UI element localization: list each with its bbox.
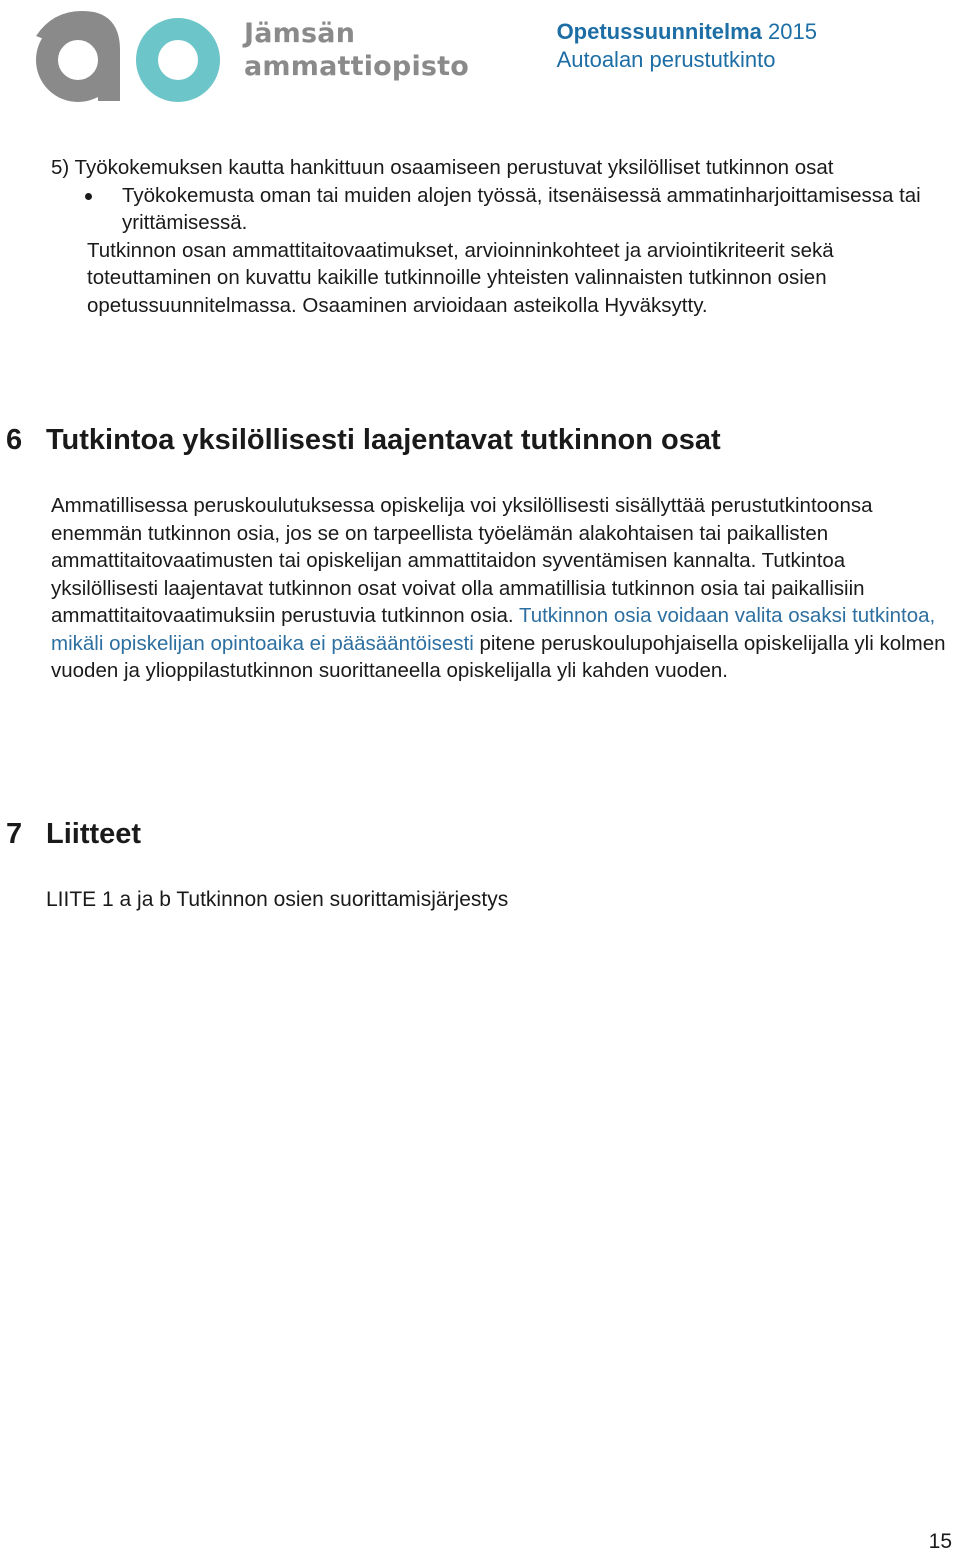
section-6-number: 6 [6, 424, 23, 456]
section-6-text-part2: pitene peruskoulupohjaisella opiskelijalla yli kolmen vuoden ja ylioppilastutkinnon suorittaneella opiskelijalla yli kahden vuoden. [51, 631, 946, 682]
school-logo [26, 2, 470, 106]
section-6-paragraph [51, 492, 951, 685]
list-item [51, 182, 946, 237]
appendix-item: LIITE 1 a ja b Tutkinnon osien suorittamisjärjestys [46, 888, 509, 911]
section-6-title: Tutkintoa yksilöllisesti laajentavat tutkinnon osat [46, 424, 721, 456]
header-year: 2015 [768, 19, 817, 44]
section-6-heading [6, 426, 721, 455]
section-5-description: Tutkinnon osan ammattitaitovaatimukset, arvioinninkohteet ja arviointikriteerit sekä toteuttaminen on kuvattu kaikille tutkinnoille yhteisten valinnaisten tutkinnon osien opetussuunnitelmassa. Osaaminen arvioidaan asteikolla Hyväksytty. [87, 238, 834, 317]
section-7-title: Liitteet [46, 818, 142, 850]
bullet-icon [85, 193, 92, 200]
header-title: Opetussuunnitelma [556, 19, 762, 44]
logo-wordmark [244, 20, 469, 80]
page-number: 15 [928, 1530, 952, 1553]
section-7-number: 7 [6, 818, 23, 850]
section-5-intro: 5) Työkokemuksen kautta hankittuun osaamiseen perustuvat yksilölliset tutkinnon osat [51, 156, 834, 179]
logo-name-line2: ammattiopisto [244, 51, 470, 82]
section-5-block [51, 154, 946, 319]
header-subtitle: Autoalan perustutkinto [556, 46, 776, 72]
list-item-text: Työkokemusta oman tai muiden alojen työssä, itsenäisessä ammatinharjoittamisessa tai yrittämisessä. [122, 183, 921, 234]
document-header [557, 18, 817, 73]
ao-logo-mark [26, 2, 238, 106]
section-6-text-part1: Ammatillisessa peruskoulutuksessa opiskelija voi yksilöllisesti sisällyttää perustutkintoonsa enemmän tutkinnon osia, jos se on tarpeellista työelämän alakohtaisen tai paikallisten ammattitaitovaatimusten tai opiskelijan ammattitaidon syventämisen kannalta. Tutkintoa yksilöllisesti laajentavat tutkinnon osat voivat olla ammatillisia tutkinnon osia tai paikallisiin ammattitaitovaatimuksiin perustuvia tutkinnon osia. [51, 494, 873, 627]
section-7-heading [6, 820, 141, 849]
section-6-highlighted-text: Tutkinnon osia voidaan valita osaksi tutkintoa, mikäli opiskelijan opintoaika ei pääsääntöisesti [51, 604, 936, 655]
header-title-line [557, 18, 817, 46]
section-5-bullet-list [51, 182, 946, 237]
logo-letter-o [147, 29, 209, 91]
logo-name-line1: Jämsän [244, 18, 356, 49]
